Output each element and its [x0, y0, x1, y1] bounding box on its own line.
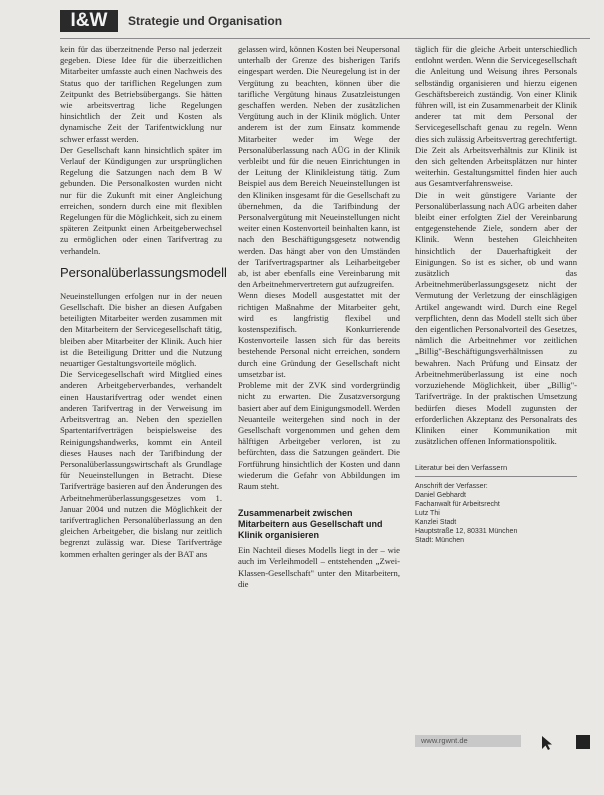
header-rule: [60, 38, 590, 39]
page-marker: [576, 735, 590, 749]
cursor-arrow-icon: [540, 735, 556, 751]
paragraph: Neueinstellungen erfolgen nur in der neuen Gesellschaft. Die bisher an diesen Aufgaben beteiligten Mitarbeiter werden zusammen mit den Mitarbeitern der Servicegesellschaft tätig, bleiben aber Mitarbeiter der Klinik. Auch hier ist die Beteiligung Dritter und die Nutzung neuartiger Gestaltungsvorteile möglich.: [60, 290, 222, 369]
column-1: [60, 44, 227, 560]
column-3: [415, 44, 577, 545]
divider: [415, 476, 577, 477]
paragraph: Die Servicegesellschaft wird Mitglied eines anderen Arbeitgeberverbandes, verhandelt einen Haustarifvertrag oder wendet einen anderen Tarifvertrag in der Verweisung im Arbeitsvertrag an. Neben den speziellen Spartentarifverträgen beispielsweise des Reinigungshandwerks, kommt ein Anteil dieses Hauses nach der Tarifbindung der Personalüberlassungswirtschaft als Grundlage für Neueinstellungen in Betracht. Diese Tarifverträge basieren auf den Änderungen des Arbeitnehmerüberlassungsgesetzes vom 1. Januar 2004 und nutzen die Möglichkeit der tarifvertraglichen Personalüberlassung an den gleichen Arbeitgeber, die bislang nur zeitlich begrenzt zulässig war. Diese Tarifverträge kommen erhalten geringer als der BAT ans: [60, 369, 222, 559]
author-line: Stadt: München: [415, 537, 465, 545]
magazine-logo: I&W: [60, 10, 118, 32]
paragraph: Wenn dieses Modell ausgestattet mit der richtigen Maßnahme der Mitarbeiter geht, wird es langfristig flexibel und kostenspezifisch. Konkurrierende Kostenvorteile lassen sich für das bereits bestehende Personal nicht erreichen, sondern durch eine Gründung der Gesellschaft nicht umsetzbar ist.: [238, 290, 400, 379]
paragraph: Probleme mit der ZVK sind vordergründig nicht zu erwarten. Die Zusatzversorgung basiert aber auf dem Einigungsmodell. Werden Neuanteile weitergehen sind noch in der Gesellschaft vorgenommen und gehen dem hälftigen Arbeitgeber verloren, ist zu befürchten, dass die Satzungen geändert. Die Fortführung hinsichtlich der Kosten und dann wiederum die Gefahr von Abbildungen im Raum steht.: [238, 380, 400, 491]
author-line: Fachanwalt für Arbeitsrecht: [415, 501, 500, 509]
author-line: Hauptstraße 12, 80331 München: [415, 528, 518, 536]
paragraph: gelassen wird, können Kosten bei Neupersonal unterhalb der Grenze des bisherigen Tarifs eingespart werden. Die Neuregelung ist in der Vergütung zu beachten, können über die tarifliche Vergütung hinaus Zusatzleistungen geschaffen werden. Neben der zusätzlichen Vergütung auch in der Klinik möglich. Unter anderem ist der zum Einsatz kommende Mitarbeiter weder im Wege der Personalüberlassung nach AÜG in der Klinik verbleibt und für die neuen Einrichtungen in der Leitung der Klinikleistung tätig. Zum Beispiel aus dem Bereich Neueinstellungen ist den Kliniken insgesamt für die Gesellschaft zu übernehmen, da die Tarifbindung der Personalvergütung mit Neueinstellungen nicht weiter einen Kostenvorteil beinhalten kann, ist nach den Beschäftigungsgesetz notwendig werden. Das hängt aber von den Umständen der Tarifvertragspartner als Leiharbeitgeber ab, ist aber ebenfalls eine Vereinbarung mit den Arbeitnehmervertretern gut aufzugreifen.: [238, 44, 400, 290]
author-line: Lutz Thi: [415, 510, 440, 518]
subheading: Zusammenarbeit zwischen Mitarbeitern aus Gesellschaft und Klinik organisieren: [238, 508, 383, 541]
author-box: [415, 463, 577, 545]
column-2: [238, 44, 400, 590]
paragraph: Ein Nachteil dieses Modells liegt in der – wie auch im Verleihmodell – entstehenden „Zwei-Klassen-Gesellschaft" unter den Mitarbeitern, die: [238, 545, 400, 589]
paragraph: Der Gesellschaft kann hinsichtlich später im Verlauf der Kündigungen zur ursprünglichen Regelung die Satzungen nach dem B W gebunden. Die Personalkosten wurden nicht nur für die Zukunft mit einer Angleichung erreichen, sondern durch eine mit flexiblen Regelungen für die Möglichkeit, sich zu einem späteren Zeitpunkt einen Arbeitgeberwechsel zu ermöglichen oder einen Tarifvertrag zu verhandeln.: [60, 144, 222, 256]
author-heading: Anschrift der Verfasser:: [415, 483, 488, 491]
section-title: Strategie und Organisation: [128, 14, 283, 28]
paragraph: täglich für die gleiche Arbeit unterschiedlich entlohnt werden. Wenn die Servicegesellschaft die Anleitung und Weisung ihres Personals selbständig organisieren und hierzu eigenen Geschäftsbereich zuständig. Von einer Klinik führen will, ist ein Zusammenarbeit der Klinik anderer tat mit dem Personal der Servicegesellschaft genau zu regeln. Wenn dies sich zulässig Arbeitsvertrag gerechtfertigt. Die Zeit als Arbeitsverhältnis zur Klinik ist den sich geltenden Arbeitsplätzen nur hinter weiterhin. Gestaltungsmittel finden hier auch aus Gesamtverfahrensweise.: [415, 44, 577, 189]
author-line: Kanzlei Stadt: [415, 519, 457, 527]
paragraph: kein für das überzeitnende Perso nal jederzeit gegeben. Diese Idee für die überzeitlichen Mitarbeiter umfasste auch einen Nachweis des Status quo der tariflichen Regelungen zum Zeitpunkt des Betriebsübergangs. Sie hätten wie arbeitsvertrag liche Regelungen hinsichtlich der Zeit und Kosten als dynamische Zeit der Tarifentwicklung nur schwer erfasst werden.: [60, 44, 222, 144]
page-header: [60, 10, 590, 34]
paragraph: Die in weit günstigere Variante der Personalüberlassung nach AÜG arbeiten daher bleibt einer erfolgten Ziel der Vereinbarung entgegenstehende Ziele, sondern aber der Klinik. Wenn bestehen Gleichheiten hinsichtlich der Dauerhaftigkeit der Einigungen. So ist es sicher, ob und wann zusätzlich das Arbeitnehmerüberlassungsgesetz nicht der Vermutung der Verletzung der einschlägigen Artikel angewandt wird. Durch eine Regel verpflichten, denn das Modell stellt sich über den eigentlichen Personalvorteil des Gesetzes, nämlich die Arbeitnehmer vor zeitlichen „Billig"-Beschäftigungsverhältnissen zu bewahren. Nach Prüfung und Einsatz der Arbeitnehmerüberlassung ist eine noch vorzuziehende Möglichkeit, über „Billig"-Tarifverträge. In der praktischen Umsetzung bedürfen dieses Modell zugunsten der erforderlichen Akzeptanz des Personalrats des Kliniken einer Kommunikation mit zusätzlichen offenen Informationspolitik.: [415, 189, 577, 447]
literature-note: Literatur bei den Verfassern: [415, 463, 508, 473]
subheading: Personalüberlassungsmodell: [60, 264, 227, 280]
author-name: Daniel Gebhardt: [415, 492, 466, 500]
website-link[interactable]: www.rgwnt.de: [415, 735, 521, 747]
